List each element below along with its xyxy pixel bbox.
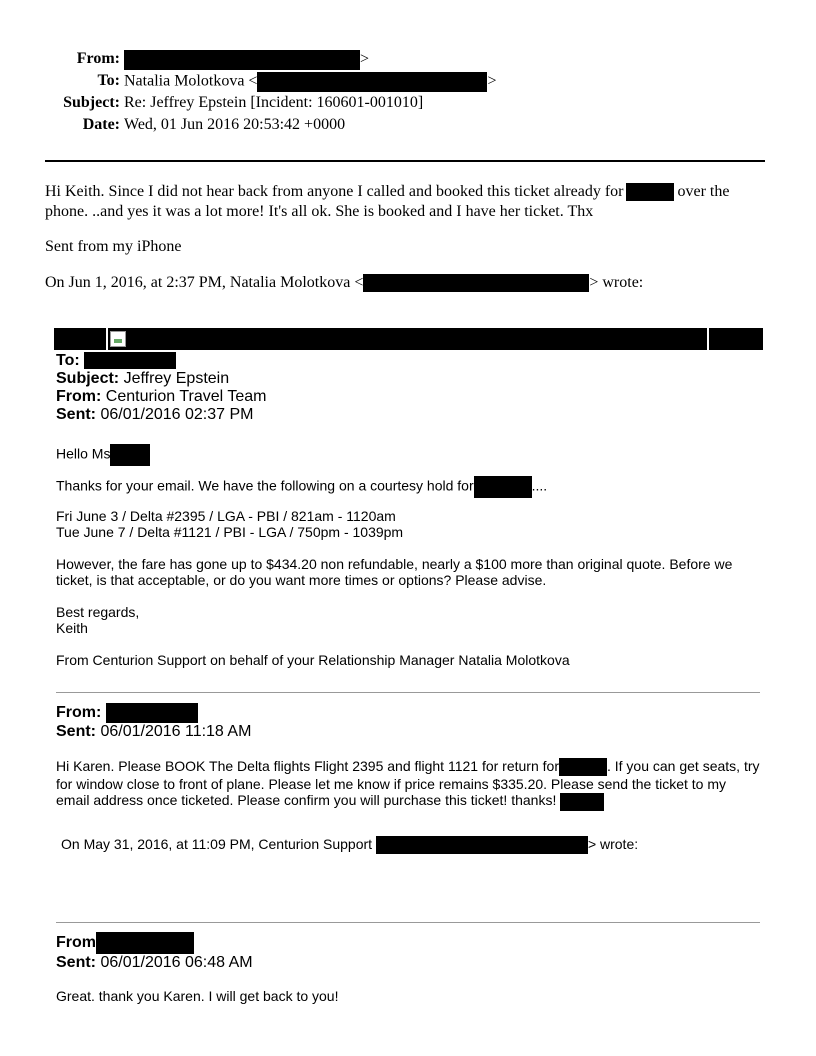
flight-list: [56, 508, 766, 540]
subject-value: Re: Jeffrey Epstein [Incident: 160601-001010]: [124, 94, 424, 111]
redacted-recipient-email: [257, 72, 487, 92]
quoted2-intro-text: On May 31, 2016, at 11:09 PM, Centurion Support: [61, 836, 373, 852]
quoted1-subject-row: [56, 370, 766, 388]
quoted2-body: [56, 758, 762, 811]
to-value-end: >: [487, 72, 497, 90]
sent-from-signature: Sent from my iPhone: [45, 238, 182, 255]
regards-text: Best regards,: [56, 604, 140, 620]
date-value: Wed, 01 Jun 2016 20:53:42 +0000: [124, 116, 346, 133]
to-value: Natalia Molotkova <: [124, 72, 258, 90]
from-row: [0, 50, 816, 72]
quoted2-from-row: [56, 703, 766, 723]
header-divider: [45, 160, 765, 162]
date-label: Date:: [82, 116, 120, 133]
fare-paragraph: However, the fare has gone up to $434.20 non refundable, nearly a $100 more than original quote. Before we ticket, is that acceptable, or do you want more times or options? Please advise.: [56, 556, 733, 588]
quoted2-sent-label: Sent:: [56, 723, 96, 740]
redacted-name: [559, 758, 607, 776]
quoted1-sent-label: Sent:: [56, 406, 96, 423]
divider-2: [56, 922, 760, 923]
quoted1-to-row: [56, 352, 766, 370]
quote-intro-end: > wrote:: [589, 274, 644, 291]
redacted-name: [626, 183, 674, 201]
quoted2-sent-value: 06/01/2016 11:18 AM: [100, 723, 252, 740]
quoted3-sent-value: 06/01/2016 06:48 AM: [100, 954, 253, 971]
thanks-text: Thanks for your email. We have the following on a courtesy hold for: [56, 477, 474, 494]
reply-paragraph: [45, 182, 765, 222]
quoted2-from-label: From:: [56, 704, 102, 722]
redacted-recipient: [84, 352, 176, 369]
quoted1-from-row: [56, 388, 766, 406]
quoted1-footer: From Centurion Support on behalf of your Relationship Manager Natalia Molotkova: [56, 652, 570, 668]
quoted1-from-value: Centurion Travel Team: [105, 388, 267, 405]
redacted-signature: [560, 793, 604, 811]
subject-row: [0, 94, 816, 116]
quoted1-greeting: [56, 444, 766, 466]
banner-gap-right: [707, 328, 709, 350]
quote-intro: [45, 273, 765, 293]
quoted1-subject-label: Subject:: [56, 370, 120, 387]
quoted1-sent-row: [56, 406, 766, 424]
to-label: To:: [97, 72, 120, 89]
greeting-text: Hello Ms: [56, 445, 111, 462]
quoted2-body-part1: Hi Karen. Please BOOK The Delta flights Flight 2395 and flight 1121 for return for: [56, 758, 559, 774]
quoted3-body: Great. thank you Karen. I will get back to you!: [56, 988, 339, 1004]
from-value: >: [360, 50, 370, 68]
banner-gap-left: [106, 328, 108, 350]
quoted2-intro: [61, 836, 771, 854]
quoted1-from-label: From:: [56, 388, 102, 405]
redacted-name: [110, 444, 150, 466]
from-label: From:: [76, 50, 120, 67]
quoted3-sent-label: Sent:: [56, 954, 96, 971]
email-header: [0, 50, 816, 138]
quoted1-signoff: [56, 604, 766, 636]
quoted1-sent-value: 06/01/2016 02:37 PM: [100, 406, 254, 423]
quoted2-intro-end: > wrote:: [587, 836, 639, 852]
redacted-name: [474, 476, 532, 498]
redacted-sender: [96, 932, 194, 954]
quoted2-headers: [56, 703, 766, 741]
redacted-sender: [124, 50, 360, 70]
quoted1-subject-value: Jeffrey Epstein: [123, 370, 230, 387]
quoted2-sent-row: [56, 723, 766, 741]
to-row: [0, 72, 816, 94]
quoted1-headers: [56, 352, 766, 424]
thanks-ellipsis: ....: [531, 477, 548, 494]
reply-text-part2: over the phone. ..and yes it was a lot more! It's all ok. She is booked and I have her ticket. Thx: [45, 183, 730, 220]
flight-line-2: Tue June 7 / Delta #1121 / PBI - LGA / 750pm - 1039pm: [56, 524, 404, 540]
reply-text-part1: Hi Keith. Since I did not hear back from anyone I called and booked this ticket already for: [45, 183, 624, 200]
divider-1: [56, 692, 760, 693]
quoted3-sent-row: [56, 954, 766, 972]
quoted3-headers: [56, 932, 766, 972]
flight-line-1: Fri June 3 / Delta #2395 / LGA - PBI / 821am - 1120am: [56, 508, 396, 524]
quote-intro-text: On Jun 1, 2016, at 2:37 PM, Natalia Molotkova <: [45, 274, 364, 291]
quoted3-from-label: From: [56, 934, 96, 952]
redacted-sender: [106, 703, 198, 723]
broken-image-icon: [110, 331, 126, 347]
redacted-banner: [54, 328, 763, 350]
redacted-email: [363, 274, 589, 292]
quoted3-from-row: [56, 932, 766, 954]
signer-name: Keith: [56, 620, 88, 636]
subject-label: Subject:: [63, 94, 120, 111]
date-row: [0, 116, 816, 138]
redacted-email: [376, 836, 588, 854]
quoted1-to-label: To:: [56, 352, 80, 369]
quoted2-body-part2: . If you can get seats, try for window close to front of plane. Please let me know if price remains $335.20. Please send the ticket to my email address once ticketed. Please confirm you will purchase this ticket! thanks!: [56, 758, 760, 809]
quoted1-thanks: [56, 476, 766, 498]
